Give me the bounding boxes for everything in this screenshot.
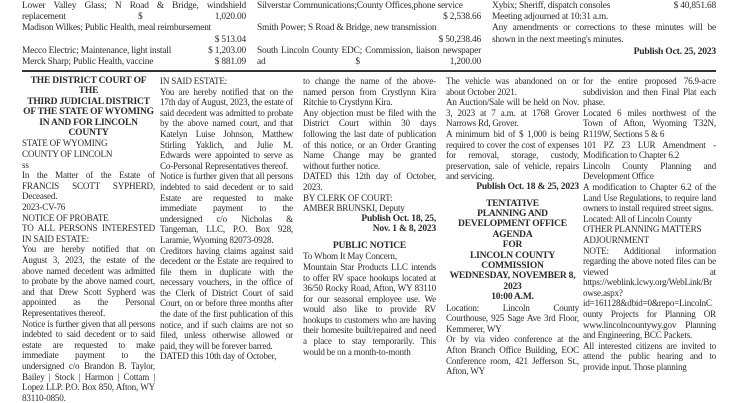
commission-minutes-expenditures — [22, 1, 716, 69]
notice-column-5 — [583, 76, 716, 373]
expenditure-entry — [492, 1, 716, 12]
notice-line: 2023-CV-76 — [22, 202, 66, 212]
notice-paragraph: NOTE: Additional information regarding the above noted files can be viewed at https://weblink.lcwy.org/WebLink/Browse.aspx?id=161128&dbid=0&repo=LincolnCounty Projects for Planning OR www.lincolncountywy.gov Planning and Engineering, BCC Packets. — [583, 245, 716, 341]
expenditure-amount: $ 1,020.00 — [137, 12, 246, 23]
publish-date: Publish Oct. 18, 25, Nov. 1 & 8, 2023 — [361, 213, 436, 235]
notice-paragraph: You are hereby notified that on the 17th day of August, 2023, the estate of said decedent was admitted to probate by the above named court, and that Katelyn Luise Johnson, Matthew Stirling Yaklich, and Julie M. Edwards were appointed to serve as Co-Personal Representatives thereof. — [160, 86, 293, 171]
notice-line: STATE OF WYOMING — [22, 138, 108, 149]
expenditures-column-2 — [257, 1, 481, 68]
minutes-closing — [492, 12, 716, 57]
notice-heading: TENTATIVE PLANNING AND DEVELOPMENT OFFICE AGENDA FOR LINCOLN COUNTY COMMISSION WEDNESDAY, NOVEMBER 8, 2023 10:00 A.M. — [449, 198, 576, 303]
expenditure-entry — [257, 1, 481, 23]
notice-heading: THE DISTRICT COURT OF THE THIRD JUDICIAL DISTRICT OF THE STATE OF WYOMING IN AND FOR LINCOLN COUNTY — [23, 76, 154, 139]
notice-paragraph: 101 PZ 23 LUR Amendment - Modification to Chapter 6.2 — [583, 139, 716, 161]
expenditures-column-1 — [22, 1, 246, 68]
notice-paragraph: DATED this 10th day of October, — [160, 351, 277, 362]
notice-column-1 — [22, 76, 155, 403]
notice-paragraph: Notice is further given that all persons indebted to said decedent or to said estate are requested to make immediate payment to the undersigned c/o Brandon B. Taylor, Bailey | Stock | Harmon | Cottam | Lopez LLP. P.O. Box 850, Afton, WY 83110-0850. — [22, 318, 155, 403]
notice-line: ss — [22, 159, 29, 170]
notice-line: AMBER BRUNSKI, Deputy — [303, 203, 405, 214]
notice-column-3 — [303, 76, 436, 357]
expenditure-description: Xybix; Sheriff, dispatch consoles — [492, 1, 611, 11]
notice-paragraph: Any objection must be filed with the District Court within 30 days following the last date of publication of this notice, or an Order Granting Name Change may be granted without further notice. — [303, 107, 436, 171]
notice-line: To Whom It May Concern, — [303, 251, 397, 262]
notice-line: IN SAID ESTATE: — [160, 76, 227, 86]
expenditure-entry — [22, 23, 246, 45]
expenditure-entry — [22, 57, 246, 68]
expenditure-amount: $ 513.04 — [214, 34, 246, 45]
expenditure-entry — [257, 46, 481, 68]
expenditure-entry — [257, 23, 481, 45]
notice-paragraph: All interested citizens are invited to attend the public hearing and to provide input. Those planning — [583, 340, 716, 373]
expenditure-description: Silverstar Communications;County Offices,phone service — [257, 1, 463, 11]
notice-paragraph: The vehicle was abandoned on or about October 2021. — [446, 76, 579, 97]
notice-paragraph: Notice is further given that all persons indebted to said decedent or to said Estate are requested to make immediate payment to the undersigned c/o Nicholas & Tangeman, LLC, P.O. Box 928, Laramie, Wyoming 82073-0928. — [160, 171, 293, 245]
expenditure-description: Lower Valley Glass; N Road & Bridge, windshield replacement — [22, 1, 246, 23]
notice-paragraph: An Auction/Sale will be held on Nov. 3, 2023 at 7 a.m. at 1768 Grover Narrows Rd, Grover. — [446, 97, 579, 129]
amendments-note: Any amendments or corrections to these minutes will be shown in the next meeting's minutes. — [492, 23, 716, 45]
expenditure-description: Smith Power; S Road & Bridge, new transmission — [257, 23, 437, 34]
notice-paragraph: to change the name of the above-named person from Crystlynn Kira Ritchie to Crystlynn Kira. — [303, 76, 436, 108]
expenditure-entry — [22, 46, 246, 57]
expenditure-amount: $ 1,200.00 — [355, 57, 481, 68]
notice-line: NOTICE OF PROBATE — [22, 212, 109, 223]
expenditure-amount: $ 40,851.68 — [673, 1, 716, 11]
notice-paragraph: Mountain Star Products LLC intends to offer RV space hookups located at 36/50 Rocky Road, Afton, WY 83110 for our seasonal employee use. We would also like to provide RV hookups to customers who are having their homesite built/repaired and need a place to stay temporarily. This would be on a month-to-month — [303, 261, 436, 357]
notice-paragraph: In the Matter of the Estate of FRANCIS SCOTT SYPHERD, Deceased. — [22, 170, 155, 202]
notice-line: ADJOURNMENT — [583, 234, 650, 245]
notice-line: COUNTY OF LINCOLN — [22, 149, 113, 160]
notice-paragraph: Location: Lincoln County Courthouse, 925 Sage Ave 3rd Floor, Kemmerer, WY — [446, 302, 579, 334]
notice-paragraph: Or by via video conference at the Afton Branch Office Building, EOC Conference room, 421 Jefferson St., Afton, WY — [446, 334, 579, 377]
notice-paragraph: A minimum bid of $ 1,000 is being required to cover the cost of expenses for removal, storage, custody, preservation, sale of vehicle, repairs and servicing. — [446, 128, 579, 182]
expenditure-description: South Lincoln County EDC; Commission, liaison newspaper ad — [257, 45, 481, 68]
minutes-publish-date: Publish Oct. 25, 2023 — [633, 45, 716, 57]
expenditure-amount: $ 881.09 — [214, 57, 246, 68]
notice-paragraph: A modification to Chapter 6.2 of the Land Use Regulations, to require land owners to install required street signs. — [583, 181, 716, 214]
expenditure-description: Mecco Electric; Maintenance, light install — [22, 45, 172, 56]
expenditures-column-3 — [492, 1, 716, 57]
expenditure-amount: $ 2,538.66 — [443, 12, 481, 23]
section-divider — [22, 70, 716, 72]
notice-paragraph: DATED this 12th day of October, 2023. — [303, 171, 436, 192]
meeting-adjourned-text: Meeting adjourned at 10:31 a.m. — [492, 12, 609, 23]
notice-line: Located: All of Lincoln County — [583, 213, 692, 224]
notice-column-4 — [446, 76, 579, 377]
notice-paragraph: Creditors having claims against said decedent or the Estate are required to file them in duplicate with the necessary vouchers, in the office of the Clerk of District Court of said Court, on or before three months after the date of the first publication of this notice, and if such claims are not so filed, unless otherwise allowed or paid, they will be forever barred. — [160, 245, 293, 351]
notice-heading: PUBLIC NOTICE — [332, 240, 407, 251]
publish-date: Publish Oct. 18 & 25, 2023 — [476, 181, 579, 192]
notice-paragraph: for the entire proposed 76.9-acre subdivision and then Final Plat each phase. — [583, 76, 716, 108]
notice-column-2 — [160, 76, 293, 362]
expenditure-entry — [22, 1, 246, 23]
expenditure-description: Madison Wilkes; Public Health, meal reimbursement — [22, 23, 212, 34]
notice-paragraph: Lincoln County Planning and Development Office — [583, 160, 716, 182]
expenditure-description: Merck Sharp; Public Health, vaccine — [22, 57, 154, 68]
notice-line: BY CLERK OF COURT: — [303, 192, 393, 203]
expenditure-amount: $ 1,203.00 — [208, 45, 246, 56]
notice-paragraph: TO ALL PERSONS INTERESTED IN SAID ESTATE: — [22, 223, 155, 244]
expenditure-amount: $ 50,238.46 — [438, 34, 481, 45]
notice-paragraph: You are hereby notified that on August 3, 2023, the estate of the above named decedent was admitted to probate by the above named court, and that Drew Scott Sypherd was appointed as the Personal Representatives thereof. — [22, 244, 155, 318]
notice-paragraph: Located 6 miles northwest of the Town of Afton, Wyoming T32N, R119W, Sections 5 & 6 — [583, 107, 716, 139]
notice-line: OTHER PLANNING MATTERS — [583, 224, 702, 235]
